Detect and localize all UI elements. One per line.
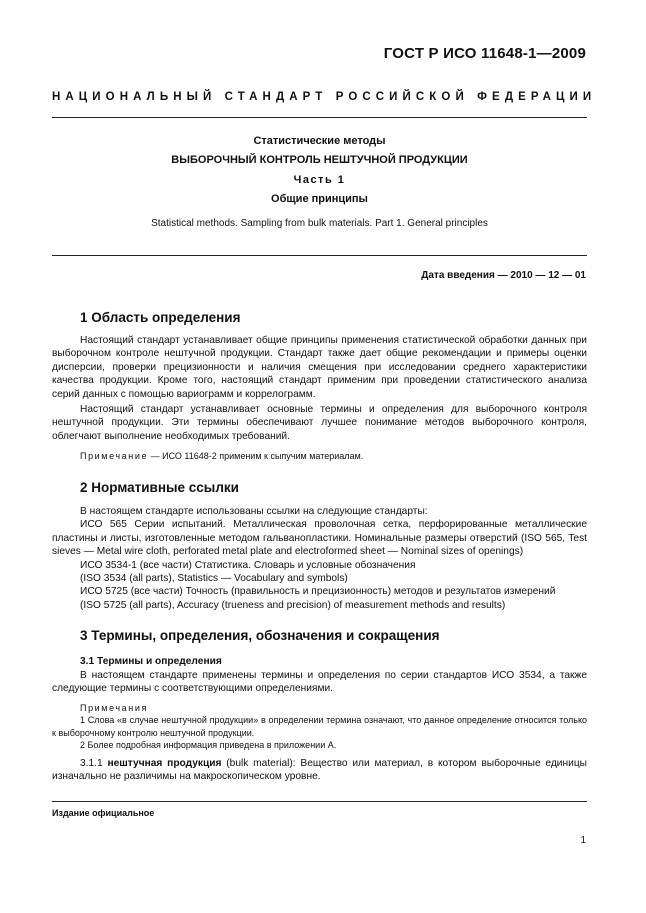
reference-line: ИСО 3534-1 (все части) Статистика. Словарь и условные обозначения (80, 559, 416, 571)
section-1-heading: 1 Область определения (80, 310, 241, 325)
section-3-heading: 3 Термины, определения, обозначения и сокращения (80, 628, 440, 643)
title-line-2: ВЫБОРОЧНЫЙ КОНТРОЛЬ НЕШТУЧНОЙ ПРОДУКЦИИ (171, 154, 468, 166)
subsection-3-1-heading: 3.1 Термины и определения (80, 656, 222, 667)
top-divider (52, 117, 587, 118)
section-1-note (80, 451, 363, 461)
term-name: нештучная продукция (107, 758, 222, 769)
term-definition (52, 757, 587, 784)
reference-line: (ISO 5725 (all parts), Accuracy (trueness and precision) of measurement methods and results) (80, 599, 506, 611)
reference-line: ИСО 5725 (все части) Точность (правильность и прецизионность) методов и результатов измерений (80, 586, 556, 598)
title-line-1: Статистические методы (253, 135, 386, 147)
reference-line: В настоящем стандарте использованы ссылки на следующие стандарты: (80, 506, 428, 517)
document-code: ГОСТ Р ИСО 11648-1—2009 (383, 45, 586, 62)
section-2-references (52, 505, 587, 612)
section-2-heading: 2 Нормативные ссылки (80, 480, 239, 495)
note-label: Примечание (80, 451, 149, 461)
notes-label: Примечания (80, 703, 148, 713)
note-2: 2 Более подробная информация приведена в приложении А. (80, 740, 337, 751)
section-1-paragraph-1: Настоящий стандарт устанавливает общие принципы применения статистической обработки данных при выборочном контроле нештучной продукции. Стандарт также дает общие рекомендации и примеры оценки дисперсии, проверки прецизионности и наличия смещения при исследовании среднего характеристики качества продукции. Кроме того, настоящий стандарт применим при проведении статистического анализа серий данных с помощью вариограмм и коррелограмм. (52, 335, 587, 400)
term-text: (bulk material): Вещество или материал, в котором выборочные единицы изначально не различимы на макроскопическом уровне. (52, 758, 587, 783)
introduction-date: Дата введения — 2010 — 12 — 01 (421, 270, 586, 281)
footer-divider (52, 801, 587, 802)
title-subtitle: Общие принципы (271, 193, 368, 205)
middle-divider (52, 255, 587, 256)
page-number: 1 (580, 835, 586, 846)
reference-line: (ISO 3534 (all parts), Statistics — Vocabulary and symbols) (80, 573, 348, 585)
section-3-notes (52, 702, 587, 752)
official-edition-label: Издание официальное (52, 808, 155, 818)
term-number: 3.1.1 (80, 758, 108, 769)
national-standard-banner: НАЦИОНАЛЬНЫЙ СТАНДАРТ РОССИЙСКОЙ ФЕДЕРАЦИИ (52, 91, 597, 103)
reference-line: ИСО 565 Серии испытаний. Металлическая проволочная сетка, перфорированные металлические пластины и листы, изготовленные методом гальванопластики. Номинальные размеры отверстий (ISO 565, Test sieves — Metal wire cloth, perforated metal plate and electroformed sheet — Nominal sizes of openings) (52, 519, 587, 558)
section-3-paragraph: В настоящем стандарте применены термины и определения по серии стандартов ИСО 3534, а также следующие термины с соответствующими определениями. (52, 670, 587, 695)
section-1-paragraph-2: Настоящий стандарт устанавливает основные термины и определения для выборочного контроля нештучной продукции. Эти термины обеспечивают лучшее понимание методов выборочного контроля, облегчают выполнение необходимых требований. (52, 404, 587, 442)
title-english: Statistical methods. Sampling from bulk materials. Part 1. General principles (151, 218, 488, 229)
title-part: Часть 1 (293, 174, 346, 186)
note-text: — ИСО 11648-2 применим к сыпучим материалам. (148, 451, 364, 461)
note-1: 1 Слова «в случае нештучной продукции» в определении термина означают, что данное определение относится только к выборочному контролю нештучной продукции. (52, 715, 587, 738)
